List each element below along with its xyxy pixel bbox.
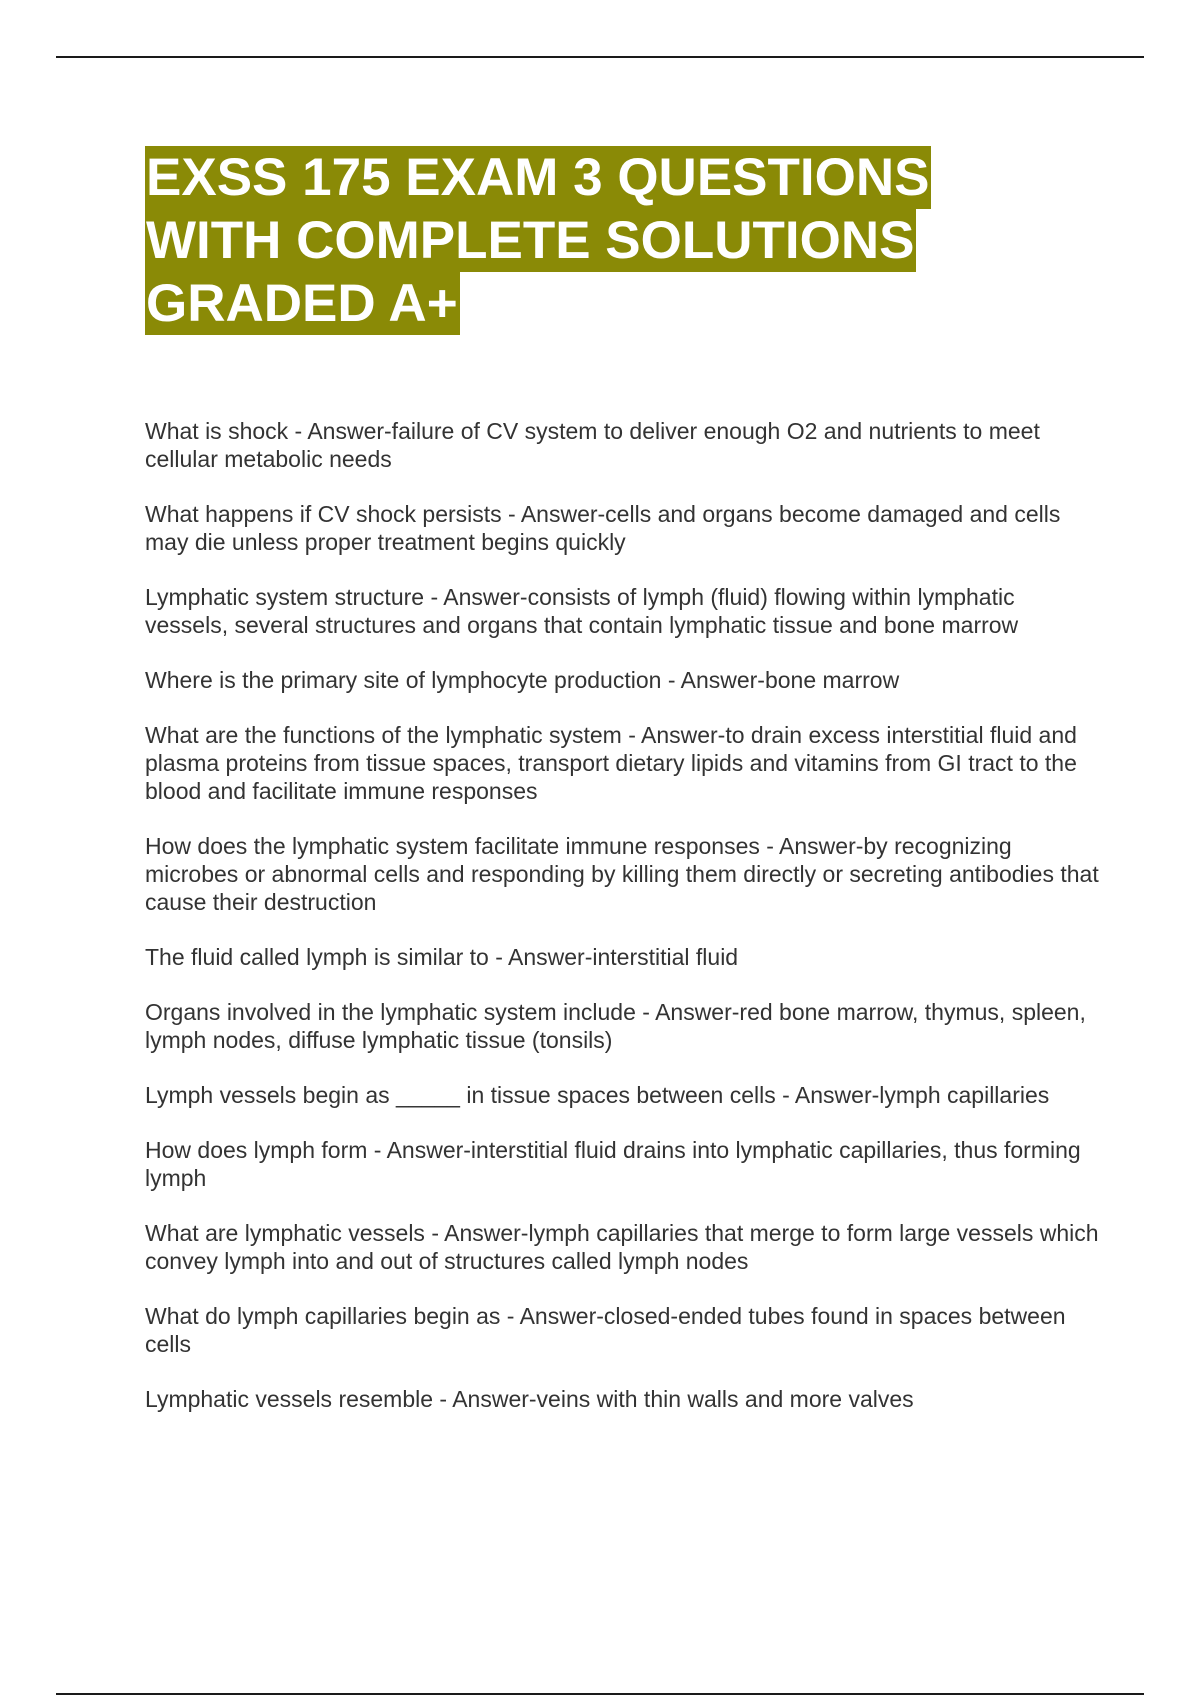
qa-item: The fluid called lymph is similar to - Answer-interstitial fluid: [145, 944, 739, 970]
qa-item: Where is the primary site of lymphocyte production - Answer-bone marrow: [145, 667, 900, 693]
header-rule: [56, 56, 1144, 58]
footer-rule: [56, 1693, 1144, 1695]
qa-item: How does the lymphatic system facilitate immune responses - Answer-by recognizing microbes or abnormal cells and responding by killing them directly or secreting antibodies that cause their destruction: [145, 833, 1099, 915]
qa-item: Lymphatic vessels resemble - Answer-veins with thin walls and more valves: [145, 1386, 914, 1412]
qa-item: Lymph vessels begin as _____ in tissue spaces between cells - Answer-lymph capillaries: [145, 1082, 1050, 1108]
question-answer-list: [145, 417, 1100, 1440]
qa-item: What are lymphatic vessels - Answer-lymph capillaries that merge to form large vessels which convey lymph into and out of structures called lymph nodes: [145, 1220, 1099, 1274]
title-line-3: GRADED A+: [146, 274, 458, 333]
qa-item: How does lymph form - Answer-interstitial fluid drains into lymphatic capillaries, thus forming lymph: [145, 1137, 1081, 1191]
qa-item: Organs involved in the lymphatic system include - Answer-red bone marrow, thymus, spleen, lymph nodes, diffuse lymphatic tissue (tonsils): [145, 999, 1086, 1053]
qa-item: What do lymph capillaries begin as - Answer-closed-ended tubes found in spaces between cells: [145, 1303, 1066, 1357]
title-line-2: WITH COMPLETE SOLUTIONS: [146, 211, 915, 270]
qa-item: What is shock - Answer-failure of CV system to deliver enough O2 and nutrients to meet cellular metabolic needs: [145, 418, 1040, 472]
qa-item: What happens if CV shock persists - Answer-cells and organs become damaged and cells may die unless proper treatment begins quickly: [145, 501, 1061, 555]
qa-item: What are the functions of the lymphatic system - Answer-to drain excess interstitial fluid and plasma proteins from tissue spaces, transport dietary lipids and vitamins from GI tract to the blood and facilitate immune responses: [145, 722, 1077, 804]
document-title: [145, 146, 1045, 335]
qa-item: Lymphatic system structure - Answer-consists of lymph (fluid) flowing within lymphatic vessels, several structures and organs that contain lymphatic tissue and bone marrow: [145, 584, 1019, 638]
title-line-1: EXSS 175 EXAM 3 QUESTIONS: [146, 148, 930, 207]
